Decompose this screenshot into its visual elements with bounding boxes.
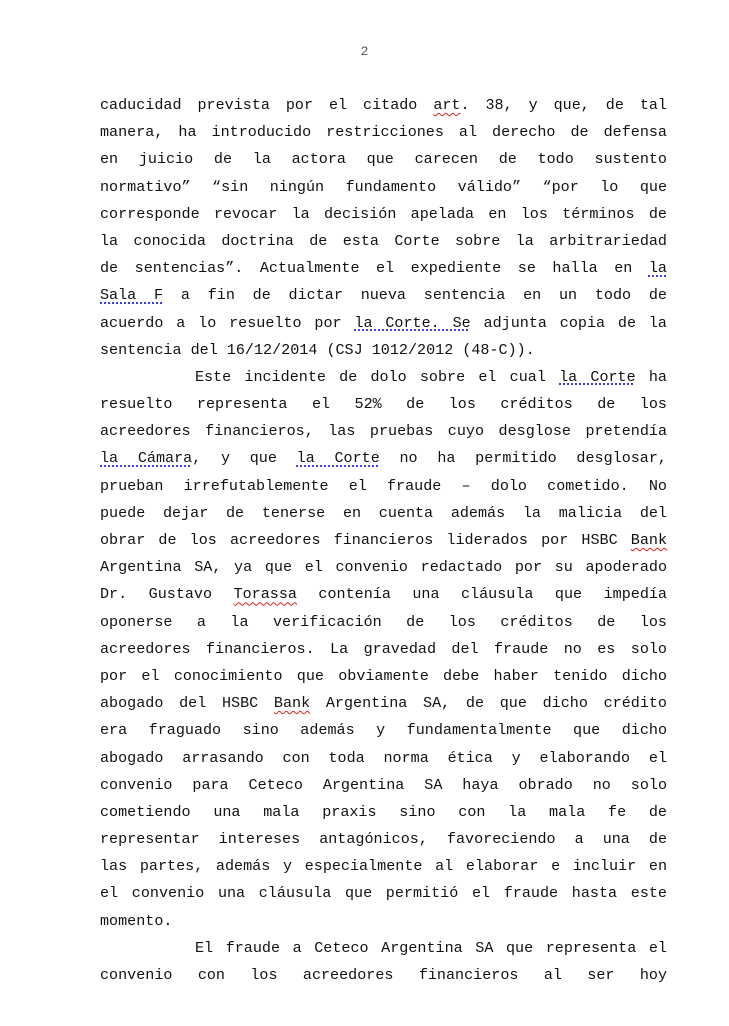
text-segment: prueban irrefutablemente el fraude – dolo cometido. No xyxy=(100,476,667,495)
text-segment: El fraude a Ceteco Argentina SA que representa el xyxy=(195,938,667,957)
grammar-marked-phrase: la Corte xyxy=(296,449,380,468)
text-line xyxy=(100,609,667,636)
text-line xyxy=(100,581,667,608)
spellcheck-marked-word: Bank xyxy=(630,531,667,549)
text-line xyxy=(100,690,667,717)
text-line xyxy=(100,119,667,146)
text-line xyxy=(100,146,667,173)
text-segment: corresponde revocar la decisión apelada en los términos de xyxy=(100,204,667,223)
text-segment: puede dejar de tenerse en cuenta además la malicia del xyxy=(100,503,667,522)
text-segment: ha xyxy=(635,367,667,386)
text-segment: contenía una cláusula que impedía xyxy=(296,585,667,604)
grammar-marked-phrase: la Cámara xyxy=(100,449,193,468)
text-line xyxy=(100,228,667,255)
text-line xyxy=(100,772,667,799)
text-line xyxy=(100,473,667,500)
text-segment: representar intereses antagónicos, favoreciendo a una de xyxy=(100,830,667,849)
text-segment: normativo” “sin ningún fundamento válido” “por lo que xyxy=(100,177,667,196)
grammar-marked-phrase: la Corte. Se xyxy=(354,313,471,332)
text-segment: la conocida doctrina de esta Corte sobre la arbitrariedad xyxy=(100,231,667,250)
grammar-marked-phrase: la xyxy=(648,259,667,278)
grammar-marked-phrase: Sala F xyxy=(100,286,164,305)
text-line xyxy=(100,282,667,309)
page-number: 2 xyxy=(360,44,369,59)
text-segment: convenio para Ceteco Argentina SA haya obrado no solo xyxy=(100,775,667,794)
text-segment: abogado del HSBC xyxy=(100,694,274,713)
text-line xyxy=(100,636,667,663)
text-line xyxy=(100,391,667,418)
text-line xyxy=(100,554,667,581)
text-line xyxy=(100,663,667,690)
text-segment: . 38, y que, de tal xyxy=(460,96,667,114)
text-segment: convenio con los acreedores financieros al ser hoy xyxy=(100,966,667,984)
body-text xyxy=(100,92,667,989)
text-line xyxy=(100,799,667,826)
spellcheck-marked-word: Torassa xyxy=(233,585,297,604)
grammar-marked-phrase: la Corte xyxy=(559,367,636,386)
text-segment: era fraguado sino además y fundamentalmente que dicho xyxy=(100,721,667,740)
text-segment: por el conocimiento que obviamente debe haber tenido dicho xyxy=(100,666,667,685)
text-segment: obrar de los acreedores financieros liderados por HSBC xyxy=(100,531,631,549)
text-segment: Dr. Gustavo xyxy=(100,585,234,604)
text-segment: abogado arrasando con toda norma ética y elaborando el xyxy=(100,748,667,767)
text-segment: acreedores financieros, las pruebas cuyo desglose pretendía xyxy=(100,422,667,441)
text-line xyxy=(100,445,667,472)
text-segment: acuerdo a lo resuelto por xyxy=(100,313,355,332)
text-line xyxy=(100,935,667,962)
text-segment: a fin de dictar nueva sentencia en un todo de xyxy=(163,286,667,305)
text-line xyxy=(100,500,667,527)
text-segment: las partes, además y especialmente al elaborar e incluir en xyxy=(100,857,667,876)
text-line xyxy=(100,717,667,744)
text-line xyxy=(100,880,667,907)
text-line xyxy=(100,826,667,853)
text-line xyxy=(100,962,667,989)
text-line xyxy=(100,527,667,554)
text-segment: , y que xyxy=(192,449,297,468)
text-segment: caducidad prevista por el citado xyxy=(100,96,434,114)
text-segment: resuelto representa el 52% de los créditos de los xyxy=(100,395,667,414)
text-segment: momento. xyxy=(100,911,173,930)
text-segment: no ha permitido desglosar, xyxy=(379,449,667,468)
text-segment: cometiendo una mala praxis sino con la mala fe de xyxy=(100,802,667,821)
text-segment: de sentencias”. Actualmente el expediente se halla en xyxy=(100,259,649,278)
text-segment: sentencia del 16/12/2014 (CSJ 1012/2012 (48-C)). xyxy=(100,340,535,359)
text-line xyxy=(100,174,667,201)
spellcheck-marked-word: art xyxy=(433,96,461,114)
text-line xyxy=(100,364,667,391)
text-line xyxy=(100,418,667,445)
text-line xyxy=(100,310,667,337)
text-line xyxy=(100,255,667,282)
text-segment: acreedores financieros. La gravedad del fraude no es solo xyxy=(100,639,667,658)
spellcheck-marked-word: Bank xyxy=(273,694,311,713)
text-line xyxy=(100,908,667,935)
text-segment: oponerse a la verificación de los créditos de los xyxy=(100,612,667,631)
text-line xyxy=(100,92,667,119)
text-line xyxy=(100,201,667,228)
text-segment: Argentina SA, de que dicho crédito xyxy=(310,694,667,713)
text-line xyxy=(100,337,667,364)
text-segment: Argentina SA, ya que el convenio redactado por su apoderado xyxy=(100,558,667,577)
text-line xyxy=(100,745,667,772)
text-line xyxy=(100,853,667,880)
text-segment: adjunta copia de la xyxy=(470,313,667,332)
text-segment: en juicio de la actora que carecen de todo sustento xyxy=(100,150,667,169)
text-segment: Este incidente de dolo sobre el cual xyxy=(195,367,560,386)
text-segment: manera, ha introducido restricciones al derecho de defensa xyxy=(100,123,667,142)
text-segment: el convenio una cláusula que permitió el fraude hasta este xyxy=(100,884,667,903)
